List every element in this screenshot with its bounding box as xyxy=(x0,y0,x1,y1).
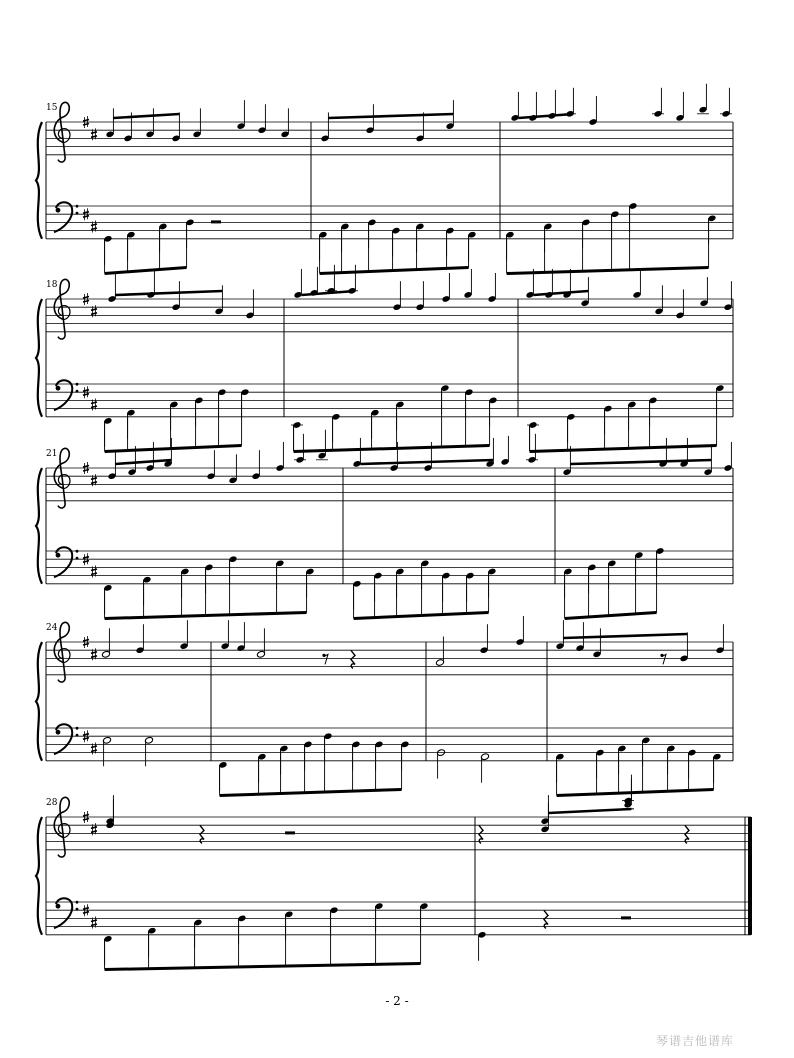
page-number: - 2 - xyxy=(385,994,409,1008)
music-system xyxy=(36,265,733,452)
beam xyxy=(105,446,242,452)
watermark-text: 琴谱吉他谱库 xyxy=(656,1034,735,1048)
half-rest-icon xyxy=(285,831,295,834)
measure-number: 21 xyxy=(46,449,58,459)
brace xyxy=(36,817,42,935)
beam xyxy=(105,964,421,970)
quarter-rest-icon xyxy=(351,650,355,668)
half-rest-icon xyxy=(621,916,631,919)
beam xyxy=(565,613,657,619)
beam xyxy=(360,460,493,464)
treble-staff xyxy=(46,122,733,155)
eighth-rest-icon xyxy=(660,654,666,665)
bass-clef-icon xyxy=(54,547,78,577)
measure-number: 28 xyxy=(46,798,58,808)
beam xyxy=(220,790,402,796)
beam xyxy=(328,114,453,118)
beam xyxy=(105,268,187,274)
beam xyxy=(518,114,573,118)
beam xyxy=(354,613,489,619)
bass-clef-icon xyxy=(54,380,78,410)
beam xyxy=(113,114,179,118)
treble-staff xyxy=(46,642,733,675)
music-system xyxy=(36,616,733,796)
beam xyxy=(563,634,687,638)
beam xyxy=(530,446,717,452)
beam xyxy=(115,460,171,464)
beam xyxy=(294,446,490,452)
treble-staff xyxy=(46,468,733,501)
brace xyxy=(36,122,42,239)
brace xyxy=(36,299,42,417)
measure-number: 24 xyxy=(46,623,58,633)
beam xyxy=(533,291,588,295)
treble-staff xyxy=(46,299,733,332)
quarter-rest-icon xyxy=(544,910,548,928)
half-rest-icon xyxy=(211,220,221,223)
beam xyxy=(557,790,714,796)
beam xyxy=(548,809,631,813)
quarter-rest-icon xyxy=(479,825,483,843)
treble-staff xyxy=(46,817,751,850)
eighth-rest-icon xyxy=(322,654,328,665)
bass-staff xyxy=(46,384,733,417)
beam xyxy=(507,268,709,274)
measure-number: 15 xyxy=(46,103,58,113)
music-system xyxy=(36,775,752,970)
music-system xyxy=(36,84,733,274)
measure-number: 18 xyxy=(46,280,58,290)
beam xyxy=(115,291,222,295)
brace xyxy=(36,642,42,761)
bass-clef-icon xyxy=(54,724,78,754)
quarter-rest-icon xyxy=(685,825,689,843)
bass-clef-icon xyxy=(54,898,78,928)
music-system xyxy=(36,430,733,619)
beam xyxy=(570,460,711,464)
bass-staff xyxy=(46,728,733,761)
bass-clef-icon xyxy=(54,202,78,232)
quarter-rest-icon xyxy=(200,825,204,843)
brace xyxy=(36,468,42,584)
